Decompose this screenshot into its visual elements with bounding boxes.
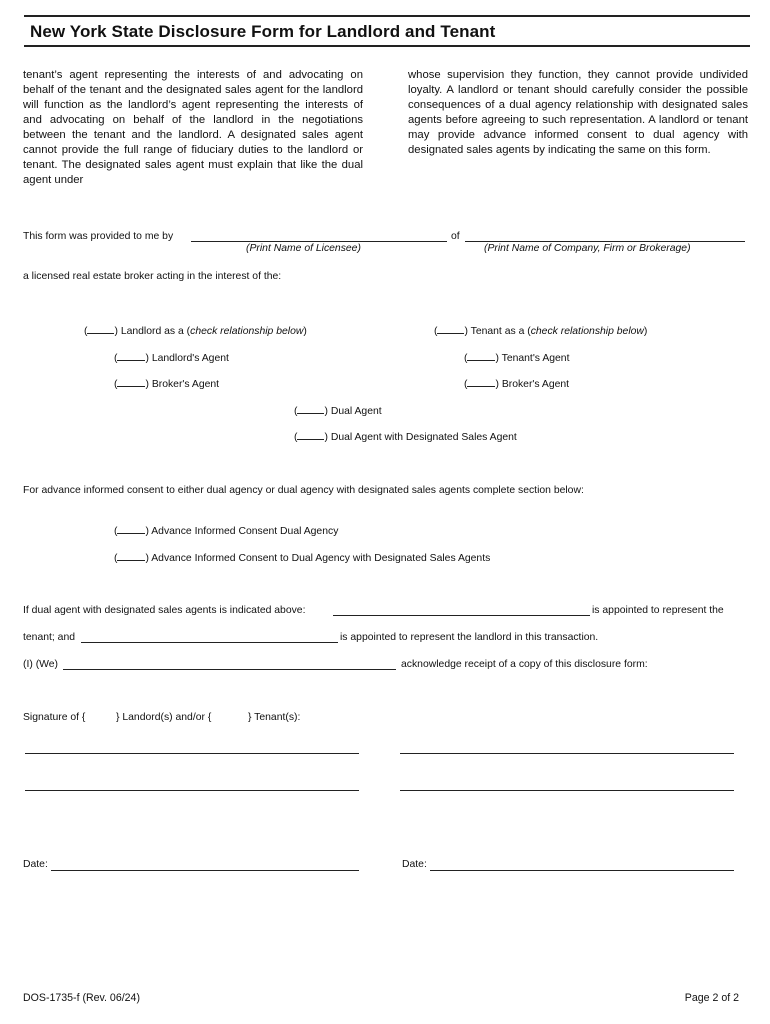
landlord-checkbox-row[interactable]: ( ) Landlord as a (check relationship below) — [84, 326, 307, 337]
dual-agent-designated-checkbox[interactable]: ( ) Dual Agent with Designated Sales Agent — [294, 432, 517, 443]
signature-line-left-1[interactable] — [25, 753, 359, 754]
signature-label-3: } Tenant(s): — [248, 712, 301, 723]
dual-agent-checkbox[interactable]: ( ) Dual Agent — [294, 406, 382, 417]
tenant-brokers-agent-checkbox[interactable]: ( ) Broker's Agent — [464, 379, 570, 390]
tenant-checkbox-blank[interactable] — [437, 324, 464, 334]
acknowledge-label: (I) (We) — [23, 659, 59, 670]
tenant-checkbox-row[interactable]: ( ) Tenant as a (check relationship below) — [434, 326, 648, 337]
consent-intro: For advance informed consent to either dual agency or dual agency with designated sales agents complete section below: — [23, 485, 584, 496]
signature-line-right-1[interactable] — [400, 753, 734, 754]
signature-label-1: Signature of { — [23, 712, 86, 723]
signature-label-2: } Landord(s) and/or { — [116, 712, 212, 723]
of-label: of — [451, 231, 460, 242]
licensee-name-field[interactable] — [191, 241, 447, 242]
signature-line-right-2[interactable] — [400, 790, 734, 791]
intro-left-paragraph: tenant’s agent representing the interests of and advocating on behalf of the tenant and the designated sales agent for the landlord will function as the landlord’s agent representing the interests of and advocating on behalf of the landlord in the negotiations between the tenant and the landlord. A designated sales agent cannot provide the full range of fiduciary duties to the landlord or tenant. The designated sales agent must explain that like the dual agent under — [23, 69, 363, 186]
designated-line1-suffix: is appointed to represent the — [592, 605, 724, 616]
consent-designated-checkbox[interactable]: ( ) Advance Informed Consent to Dual Agency with Designated Sales Agents — [114, 553, 491, 564]
consent-dual-agency-checkbox[interactable]: ( ) Advance Informed Consent Dual Agency — [114, 526, 339, 537]
landlord-checkbox-blank[interactable] — [87, 324, 114, 334]
page-title: New York State Disclosure Form for Landlord and Tenant — [30, 22, 496, 41]
form-id: DOS-1735-f (Rev. 06/24) — [23, 992, 140, 1004]
licensee-caption: (Print Name of Licensee) — [246, 243, 361, 254]
designated-line1-label: If dual agent with designated sales agents is indicated above: — [23, 605, 306, 616]
intro-right-paragraph: whose supervision they function, they cannot provide undivided loyalty. A landlord or tenant should carefully consider the possible consequences of a dual agency relationship with designated sales agents before agreeing to such representation. A landlord or tenant may provide advance informed consent to dual agency with designated sales agents by indicating the same on this form. — [408, 69, 748, 156]
date-field-right[interactable] — [430, 870, 734, 871]
landlord-agent-name-field[interactable] — [81, 642, 338, 643]
acknowledge-suffix: acknowledge receipt of a copy of this disclosure form: — [401, 659, 648, 670]
company-caption: (Print Name of Company, Firm or Brokerage) — [484, 243, 691, 254]
open-paren: ( — [84, 326, 88, 337]
top-rule — [24, 15, 750, 17]
date-label-left: Date: — [23, 859, 48, 870]
landlord-brokers-agent-checkbox[interactable]: ( ) Broker's Agent — [114, 379, 220, 390]
tenant-agent-name-field[interactable] — [333, 615, 590, 616]
broker-acting-label: a licensed real estate broker acting in the interest of the: — [23, 271, 282, 282]
title-underline — [24, 45, 750, 47]
tenants-agent-checkbox[interactable]: ( ) Tenant's Agent — [464, 353, 570, 364]
provided-by-label: This form was provided to me by — [23, 231, 174, 242]
designated-line2-suffix: is appointed to represent the landlord in this transaction. — [340, 632, 599, 643]
designated-line2-label: tenant; and — [23, 632, 75, 643]
signature-line-left-2[interactable] — [25, 790, 359, 791]
landlords-agent-checkbox[interactable]: ( ) Landlord's Agent — [114, 353, 229, 364]
company-name-field[interactable] — [465, 241, 745, 242]
date-label-right: Date: — [402, 859, 427, 870]
page-number: Page 2 of 2 — [684, 992, 739, 1004]
acknowledge-name-field[interactable] — [63, 669, 396, 670]
date-field-left[interactable] — [51, 870, 359, 871]
